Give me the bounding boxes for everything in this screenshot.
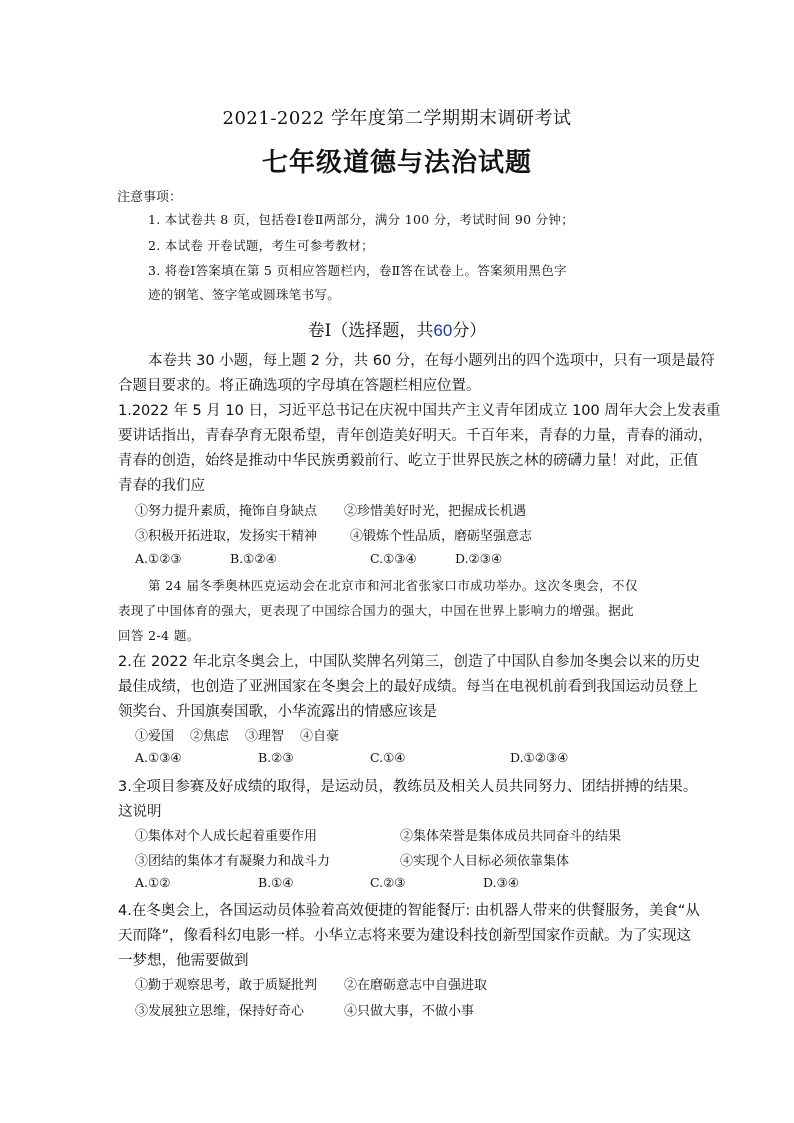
q2-stem-line-1: 2.在 2022 年北京冬奥会上，中国队奖牌名列第三，创造了中国队自参加冬奥会以来的历史 <box>118 654 700 670</box>
q2-stem-line-3: 领奖台、升国旗奏国歌，小华流露出的情感应该是 <box>118 704 437 720</box>
notice-item-3-continued: 迹的钢笔、签字笔或圆珠笔书写。 <box>148 287 341 302</box>
q1-choice-a: A.①②③ <box>135 551 182 566</box>
section-score: 60 <box>433 321 453 340</box>
notice-heading: 注意事项： <box>117 190 183 205</box>
q1-choice-d: D.②③④ <box>455 551 503 566</box>
q4-stem-line-1: 4.在冬奥会上，各国运动员体验着高效便捷的智能餐厅: 由机器人带来的供餐服务，美食“从 <box>118 903 700 919</box>
q4-option-2: ②在磨砺意志中自强进取 <box>344 978 488 993</box>
q1-option-3: ③积极开拓进取，发扬实干精神 <box>135 529 318 544</box>
q1-option-4: ④锻炼个性品质，磨砺坚强意志 <box>350 529 533 544</box>
q3-choice-d: D.③④ <box>483 875 519 890</box>
material-line-3: 回答 2-4 题。 <box>118 628 200 643</box>
section-intro-line-1: 本卷共 30 小题，每上题 2 分，共 60 分，在每小题列出的四个选项中，只有一项是最符 <box>148 353 715 369</box>
q3-choice-c: C.②③ <box>370 875 406 890</box>
material-line-1: 第 24 届冬季奥林匹克运动会在北京市和河北省张家口市成功举办。这次冬奥会，不仅 <box>148 578 638 593</box>
q2-option-4: ④自豪 <box>300 729 340 744</box>
section-title-prefix: 卷Ⅰ（选择题，共 <box>307 321 434 341</box>
q3-option-3: ③团结的集体才有凝聚力和战斗力 <box>135 854 331 869</box>
q2-choice-a: A.①③④ <box>135 750 182 765</box>
q1-choice-c: C.①③④ <box>370 551 417 566</box>
q3-stem-line-1: 3.全项目参赛及好成绩的取得，是运动员，教练员及相关人员共同努力、团结拼搏的结果。 <box>118 779 698 795</box>
q1-stem-line-4: 青春的我们应 <box>118 478 205 494</box>
q3-choice-a: A.①② <box>135 875 171 890</box>
exam-title: 2021-2022 学年度第二学期期末调研考试 <box>222 108 572 129</box>
q1-option-2: ②珍惜美好时光，把握成长机遇 <box>344 504 527 519</box>
q2-option-1: ①爱国 <box>135 729 175 744</box>
notice-item-3: 3. 将卷Ⅰ答案填在第 5 页相应答题栏内，卷Ⅱ答在试卷上。答案须用黑色字 <box>148 263 567 278</box>
notice-item-1: 1. 本试卷共 8 页，包括卷Ⅰ卷Ⅱ两部分，满分 100 分，考试时间 90 分钟； <box>148 212 574 227</box>
q2-option-2: ②焦虑 <box>190 729 230 744</box>
q4-option-1: ①勤于观察思考，敢于质疑批判 <box>135 978 318 993</box>
q2-choice-d: D.①②③④ <box>510 750 569 765</box>
q4-stem-line-2: 天而降”，像看科幻电影一样。小华立志将来要为建设科技创新型国家作贡献。为了实现这 <box>118 928 692 944</box>
section-title <box>0 316 794 341</box>
material-line-2: 表现了中国体育的强大，更表现了中国综合国力的强大，中国在世界上影响力的增强。据此 <box>118 603 635 618</box>
q4-option-4: ④只做大事，不做小事 <box>344 1004 475 1019</box>
q3-choice-b: B.①④ <box>258 875 294 890</box>
section-intro-line-2: 合题目要求的。将正确选项的字母填在答题栏相应位置。 <box>118 378 481 394</box>
q3-option-1: ①集体对个人成长起着重要作用 <box>135 829 318 844</box>
q1-stem-line-3: 青春的创造，始终是推动中华民族勇毅前行、屹立于世界民族之林的磅礴力量！对此，正值 <box>118 453 698 469</box>
q3-option-2: ②集体荣誉是集体成员共同奋斗的结果 <box>400 829 622 844</box>
q2-choice-c: C.①④ <box>370 750 406 765</box>
q1-stem-line-1: 1.2022 年 5 月 10 日，习近平总书记在庆祝中国共产主义青年团成立 100 周年大会上发表重 <box>118 403 721 419</box>
q1-option-1: ①努力提升素质，掩饰自身缺点 <box>135 504 318 519</box>
q1-stem-line-2: 要讲话指出，青春孕育无限希望，青年创造美好明天。千百年来，青春的力量，青春的涌动， <box>118 428 713 444</box>
q4-stem-line-3: 一梦想，他需要做到 <box>118 953 249 969</box>
q2-option-3: ③理智 <box>245 729 285 744</box>
q2-stem-line-2: 最佳成绩，也创造了亚洲国家在冬奥会上的最好成绩。每当在电视机前看到我国运动员登上 <box>118 679 698 695</box>
q2-choice-b: B.②③ <box>258 750 294 765</box>
subject-title: 七年级道德与法治试题 <box>261 148 532 178</box>
q3-stem-line-2: 这说明 <box>118 804 162 820</box>
q4-option-3: ③发展独立思维，保持好奇心 <box>135 1004 305 1019</box>
notice-item-2: 2. 本试卷 开卷试题，考生可参考教材； <box>148 238 374 253</box>
q1-choice-b: B.①②④ <box>230 551 277 566</box>
section-title-suffix: 分） <box>452 321 487 341</box>
q3-option-4: ④实现个人目标必须依靠集体 <box>400 854 570 869</box>
